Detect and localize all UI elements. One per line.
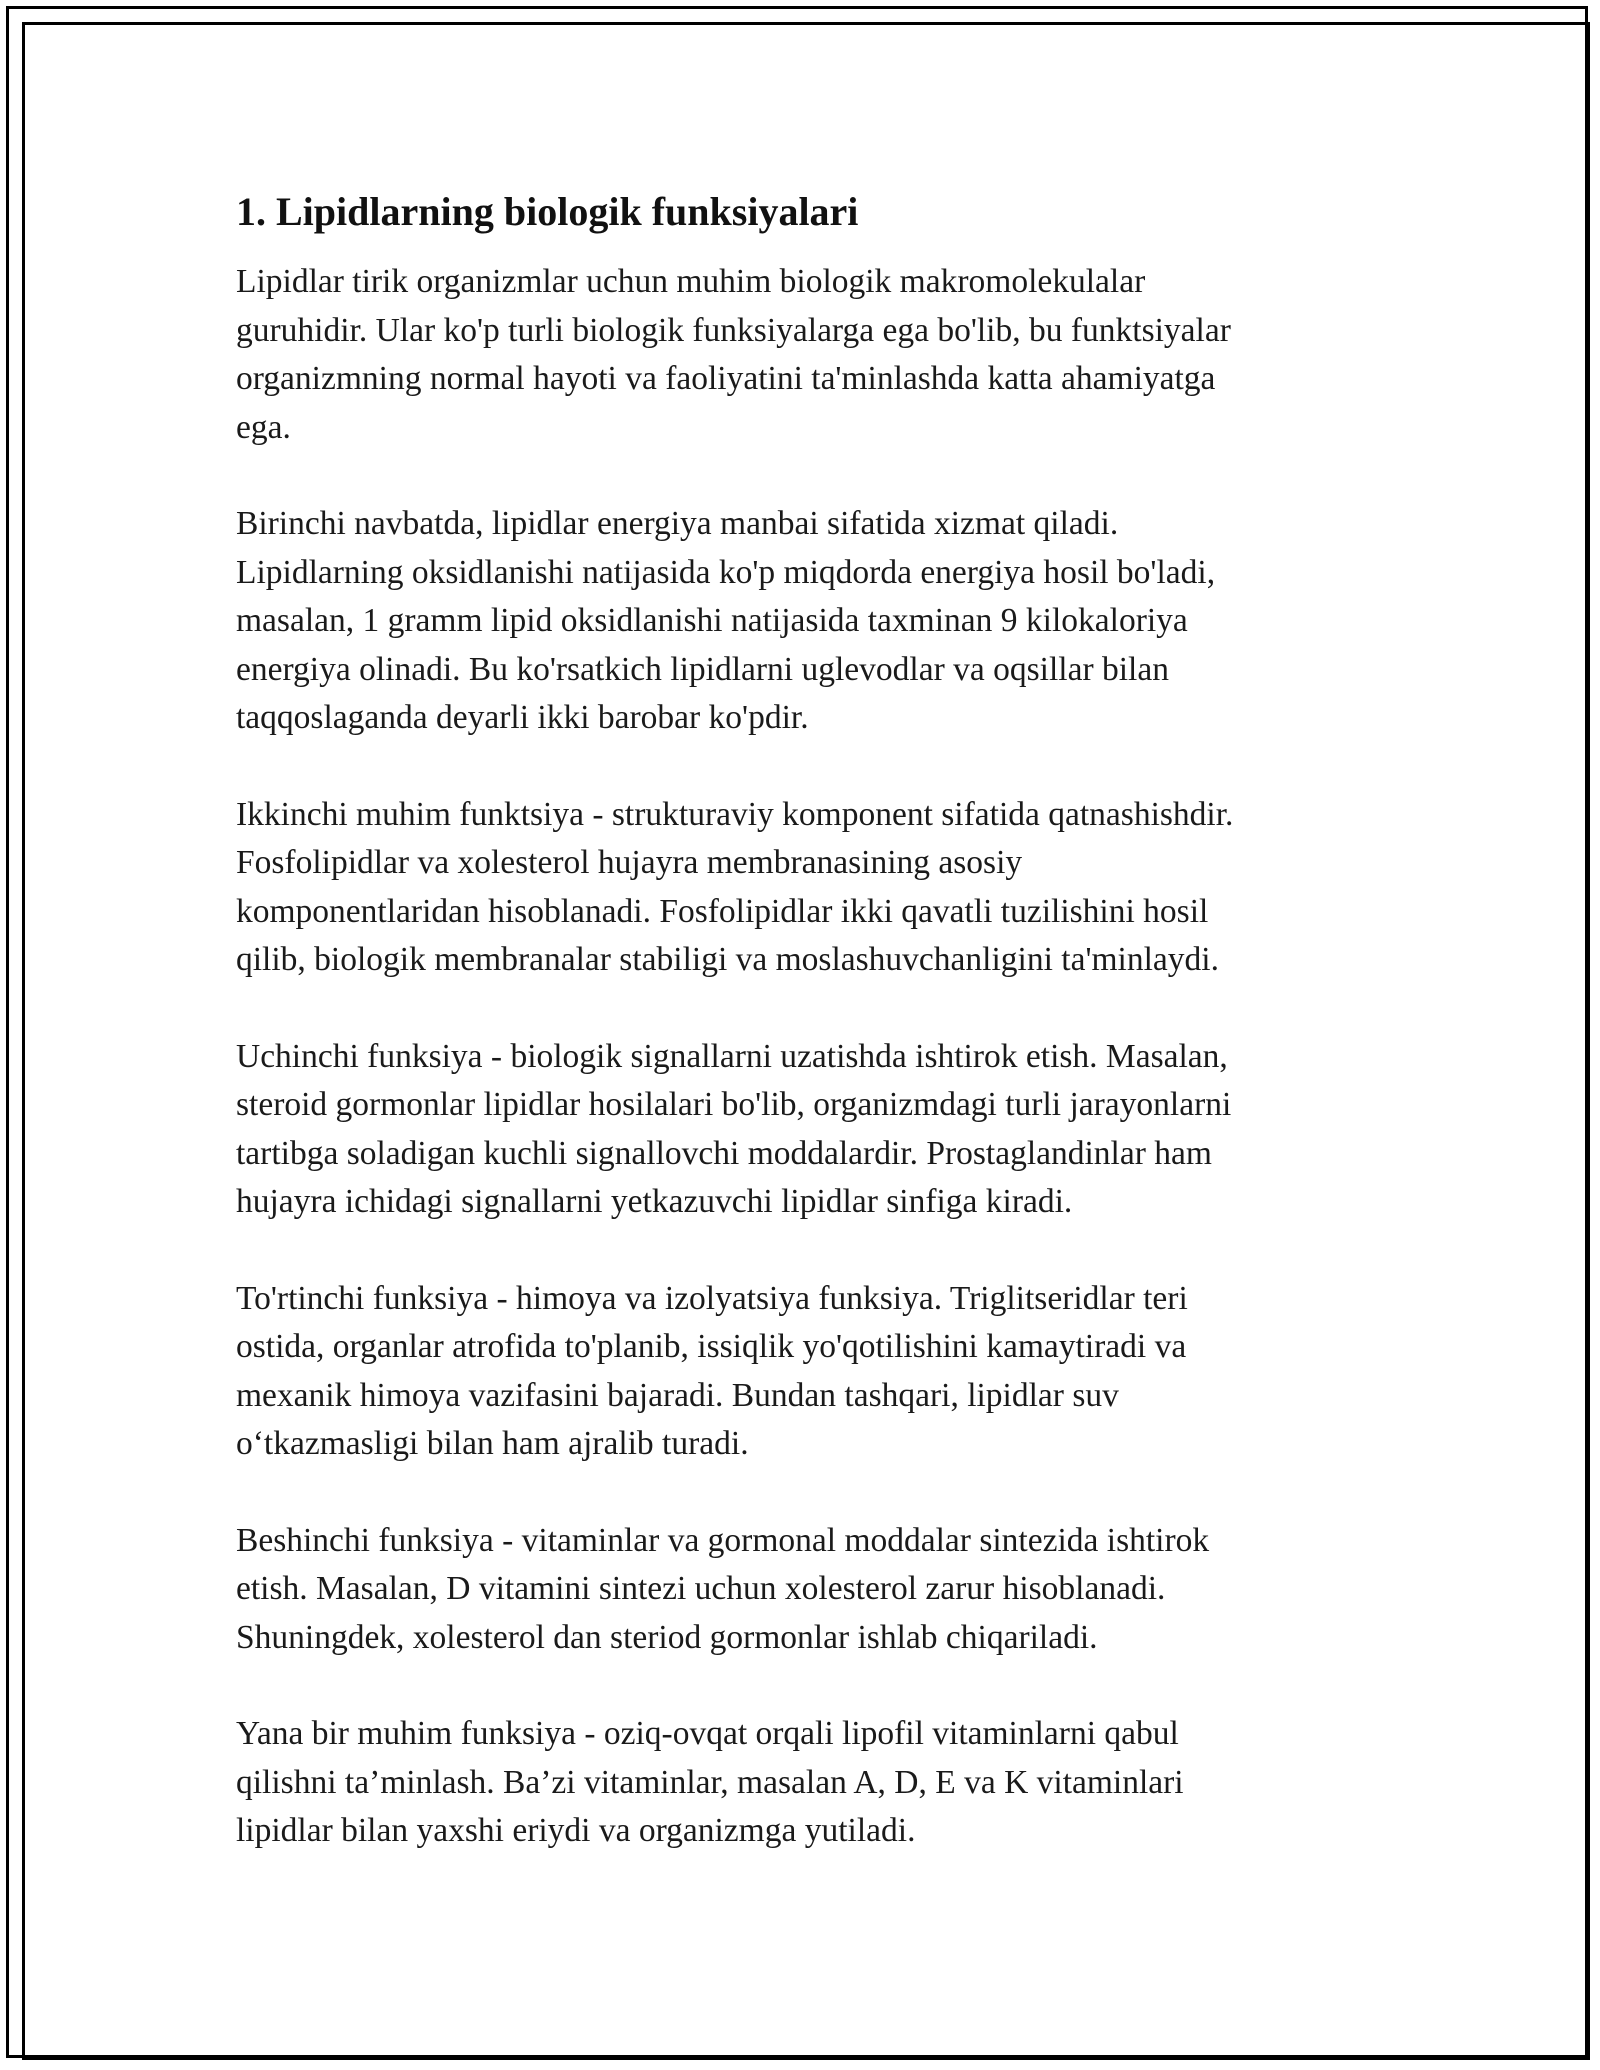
paragraph-introduction: Lipidlar tirik organizmlar uchun muhim biologik makromolekulalar guruhidir. Ular ko'p turli biologik funksiyalarga ega bo'lib, bu funktsiyalar organizmning normal hayoti va faoliyatini ta'minlashda katta ahamiyatga ega. [236,263,1231,446]
paragraph-vitamin-absorption: Yana bir muhim funksiya - oziq-ovqat orqali lipofil vitaminlarni qabul qilishni ta’minlash. Ba’zi vitaminlar, masalan A, D, E va K vitaminlari lipidlar bilan yaxshi eriydi va organizmga yutiladi. [236,1715,1184,1849]
paragraph-protective-function: To'rtinchi funksiya - himoya va izolyatsiya funksiya. Triglitseridlar teri ostida, organlar atrofida to'planib, issiqlik yo'qotilishini kamaytiradi va mexanik himoya vazifasini bajaradi. Bundan tashqari, lipidlar suv o‘tkazmasligi bilan ham ajralib turadi. [236,1279,1188,1462]
paragraph-signaling-function: Uchinchi funksiya - biologik signallarni uzatishda ishtirok etish. Masalan, steroid gormonlar lipidlar hosilalari bo'lib, organizmdagi turli jarayonlarni tartibga soladigan kuchli signallovchi moddalardir. Prostaglandinlar ham hujayra ichidagi signallarni yetkazuvchi lipidlar sinfiga kiradi. [236,1037,1232,1220]
paragraph-synthesis-function: Beshinchi funksiya - vitaminlar va gormonal moddalar sintezida ishtirok etish. Masalan, D vitamini sintezi uchun xolesterol zarur hisoblanadi. Shuningdek, xolesterol dan steriod gormonlar ishlab chiqariladi. [236,1521,1210,1656]
document-body [236,180,1356,1904]
section-heading: 1. Lipidlarning biologik funksiyalari [236,189,859,234]
paragraph-structural-function: Ikkinchi muhim funktsiya - strukturaviy komponent sifatida qatnashishdir. Fosfolipidlar va xolesterol hujayra membranasining asosiy komponentlaridan hisoblanadi. Fosfolipidlar ikki qavatli tuzilishini hosil qilib, biologik membranalar stabiligi va moslashuvchanligini ta'minlaydi. [236,795,1234,978]
paragraph-energy-function: Birinchi navbatda, lipidlar energiya manbai sifatida xizmat qiladi. Lipidlarning oksidlanishi natijasida ko'p miqdorda energiya hosil bo'ladi, masalan, 1 gramm lipid oksidlanishi natijasida taxminan 9 kilokaloriya energiya olinadi. Bu ko'rsatkich lipidlarni uglevodlar va oqsillar bilan taqqoslaganda deyarli ikki barobar ko'pdir. [236,505,1216,736]
